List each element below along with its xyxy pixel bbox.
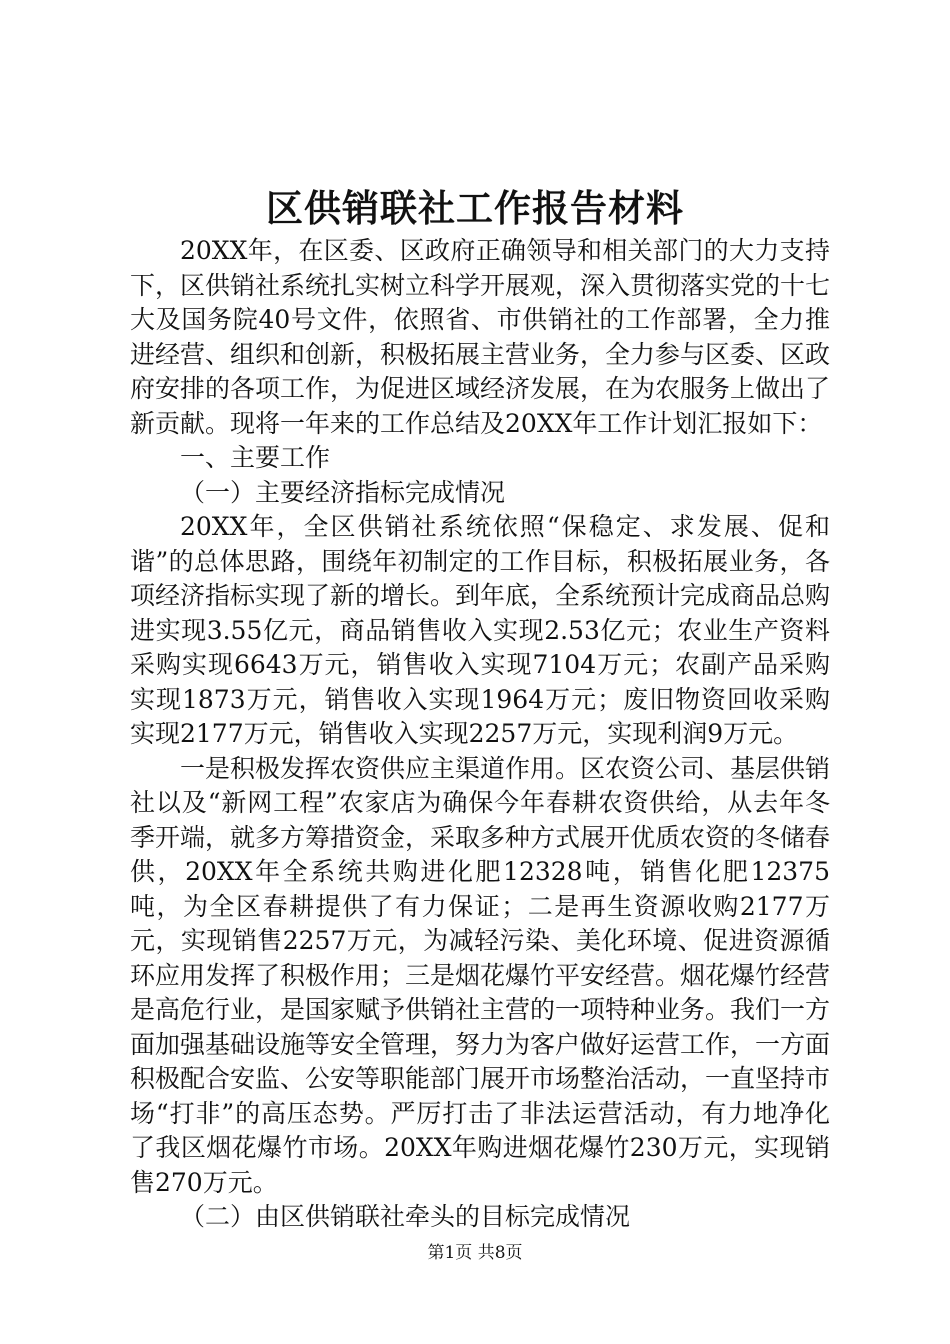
subsection-heading-target-completion: （二）由区供销联社牵头的目标完成情况 bbox=[180, 1202, 631, 1231]
document-title: 区供销联社工作报告材料 bbox=[266, 186, 684, 230]
work-details-paragraph: 一是积极发挥农资供应主渠道作用。区农资公司、基层供销社以及“新网工程”农家店为确保今年春耕农资供给，从去年冬季开端，就多方筹措资金，采取多种方式展开优质农资的冬储春供，20XX年全系统共购进化肥12328吨，销售化肥12375吨，为全区春耕提供了有力保证；二是再生资源收购2177万元，实现销售2257万元，为减轻污染、美化环境、促进资源循环应用发挥了积极作用；三是烟花爆竹平安经营。烟花爆竹经营是高危行业，是国家赋予供销社主营的一项特种业务。我们一方面加强基础设施等安全管理，努力为客户做好运营工作，一方面积极配合安监、公安等职能部门展开市场整治活动，一直坚持市场“打非”的高压态势。严厉打击了非法运营活动，有力地净化了我区烟花爆竹市场。20XX年购进烟花爆竹230万元，实现销售270万元。 bbox=[130, 753, 831, 1197]
subsection-heading-economic-indicators: （一）主要经济指标完成情况 bbox=[180, 477, 506, 507]
page-number-footer: 第1页 共8页 bbox=[427, 1243, 523, 1263]
intro-paragraph: 20XX年，在区委、区政府正确领导和相关部门的大力支持下，区供销社系统扎实树立科学开展观，深入贯彻落实党的十七大及国务院40号文件，依照省、市供销社的工作部署，全力推进经营、组织和创新，积极拓展主营业务，全力参与区委、区政府安排的各项工作，为促进区域经济发展，在为农服务上做出了新贡献。现将一年来的工作总结及20XX年工作计划汇报如下： bbox=[130, 236, 831, 438]
economic-indicators-paragraph: 20XX年，全区供销社系统依照“保稳定、求发展、促和谐”的总体思路，围绕年初制定的工作目标，积极拓展业务，各项经济指标实现了新的增长。到年底，全系统预计完成商品总购进实现3.55亿元，商品销售收入实现2.53亿元；农业生产资料采购实现6643万元，销售收入实现7104万元；农副产品采购实现1873万元，销售收入实现1964万元；废旧物资回收采购实现2177万元，销售收入实现2257万元，实现利润9万元。 bbox=[130, 512, 831, 748]
section-heading-main-work: 一、主要工作 bbox=[180, 443, 331, 472]
document-body bbox=[130, 234, 830, 1235]
